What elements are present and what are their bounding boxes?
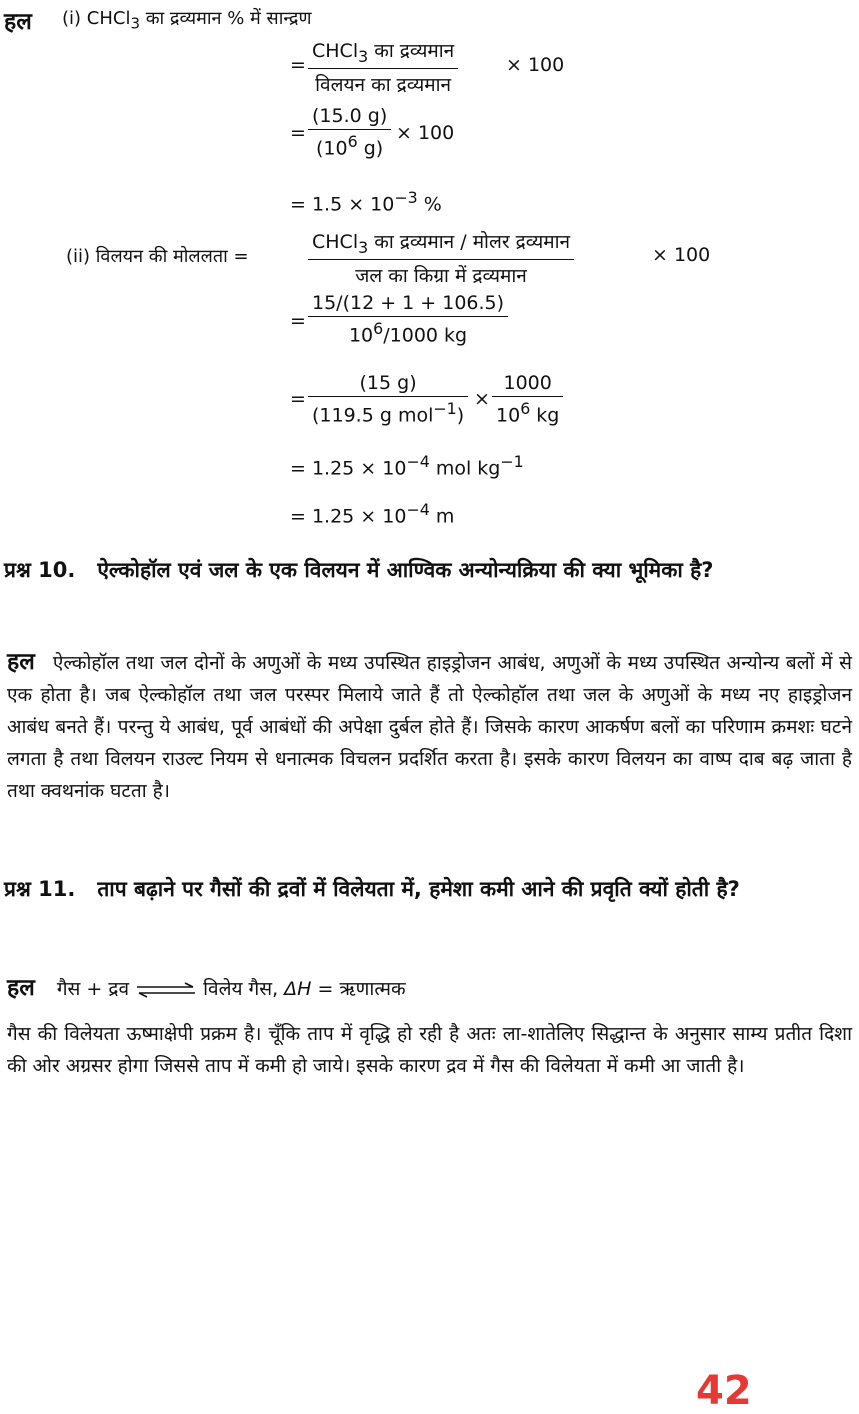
fraction-numerator: 15/(12 + 1 + 106.5) <box>312 292 505 314</box>
part-i-heading <box>62 6 312 33</box>
question-number: प्रश्न 11. <box>4 877 76 901</box>
fraction-numerator: CHCl$_3$ का द्रव्यमान / मोलर द्रव्यमान <box>312 231 571 257</box>
fraction-denominator: (119.5 g mol$^{-1}$) <box>308 396 468 426</box>
fraction-numerator: CHCl$_3$ का द्रव्यमान <box>312 40 455 66</box>
solution-text: ऐल्कोहॉल तथा जल दोनों के अणुओं के मध्य उपस्थित हाइड्रोजन आबंध, अणुओं के मध्य उपस्थित अन्योन्य बलों में से एक होता है। जब ऐल्कोहॉल तथा जल परस्पर मिलाये जाते हैं तो ऐल्कोहॉल तथा जल के अणुओं के मध्य नए हाइड्रोजन आबंध बनते हैं। परन्तु ये आबंध, पूर्व आबंधों की अपेक्षा दुर्बल होते हैं। जिसके कारण आकर्षण बलों का परिणाम क्रमशः घटने लगता है तथा विलयन राउल्ट नियम से धनात्मक विचलन प्रदर्शित करता है। इसके कारण विलयन का वाष्प दाब बढ़ जाता है तथा क्वथनांक घटता है। <box>7 652 852 802</box>
multiplier: × 100 <box>652 244 711 266</box>
mass-percent-fraction <box>308 37 458 97</box>
fraction-numerator: (15.0 g) <box>312 105 388 127</box>
fraction-denominator: जल का किग्रा में द्रव्यमान <box>308 259 574 288</box>
fraction-numerator: 1000 <box>503 372 552 394</box>
equilibrium-arrow-icon <box>135 982 197 998</box>
values-fraction <box>308 105 391 159</box>
molality-fraction <box>308 228 574 288</box>
result-line: = $1.5 \times 10^{-3}$ % <box>290 188 442 216</box>
heading-rest-text: का द्रव्यमान % में सान्द्रण <box>140 8 312 29</box>
fraction-denominator: विलयन का द्रव्यमान <box>308 68 458 97</box>
fraction-denominator: $10^6$ kg <box>492 396 563 426</box>
question-text: ताप बढ़ाने पर गैसों की द्रवों में विलेयता में, हमेशा कमी आने की प्रवृति क्यों होती है? <box>97 877 740 901</box>
eq-equals: = <box>290 388 306 410</box>
equation-right: विलेय गैस, <box>203 978 279 1000</box>
molality-values-fraction <box>308 292 508 346</box>
eq-equals: = <box>290 310 306 332</box>
moles-fraction <box>308 372 468 426</box>
eq-equals: = <box>290 122 306 144</box>
result-line: = $1.25 \times 10^{-4}$ mol $kg^{-1}$ <box>290 452 524 480</box>
question-number: प्रश्न 10. <box>4 558 76 582</box>
enthalpy-symbol: ΔH <box>284 978 312 1000</box>
times-sign: × <box>474 388 490 410</box>
question-11 <box>4 872 854 906</box>
eq-equals: = <box>290 54 306 76</box>
heading-chem-text: (i) CHCl <box>62 8 131 29</box>
fraction-denominator: $10^6/1000$ kg <box>308 316 508 346</box>
multiplier: × 100 <box>396 122 455 144</box>
result-line: = $1.25 \times 10^{-4}$ m <box>290 500 455 528</box>
solution-10 <box>7 646 852 807</box>
fraction-numerator: (15 g) <box>359 372 417 394</box>
solution-11-equation <box>7 970 406 1002</box>
question-text: ऐल्कोहॉल एवं जल के एक विलयन में आण्विक अन्योन्यक्रिया की क्या भूमिका है? <box>97 558 714 582</box>
equation-left: गैस + द्रव <box>56 978 130 1000</box>
part-ii-heading: (ii) विलयन की मोललता = <box>66 246 249 267</box>
heading-subscript: 3 <box>130 14 140 33</box>
solution-label: हल <box>4 9 32 35</box>
solution-label: हल <box>7 975 35 1001</box>
question-10 <box>4 553 854 587</box>
solution-label: हल <box>7 649 35 675</box>
page-number: 42 <box>696 1368 752 1414</box>
enthalpy-value: = ऋणात्मक <box>317 978 406 1000</box>
fraction-denominator: ($10^6$ g) <box>308 129 391 159</box>
multiplier: × 100 <box>506 54 565 76</box>
solution-11-text: गैस की विलेयता ऊष्माक्षेपी प्रक्रम है। चूँकि ताप में वृद्धि हो रही है अतः ला-शातेलिए सिद्धान्त के अनुसार साम्य प्रतीत दिशा की ओर अग्रसर होगा जिससे ताप में कमी हो जाये। इसके कारण द्रव में गैस की विलेयता में कमी आ जाती है। <box>7 1023 852 1077</box>
mass-kg-fraction <box>492 372 563 426</box>
